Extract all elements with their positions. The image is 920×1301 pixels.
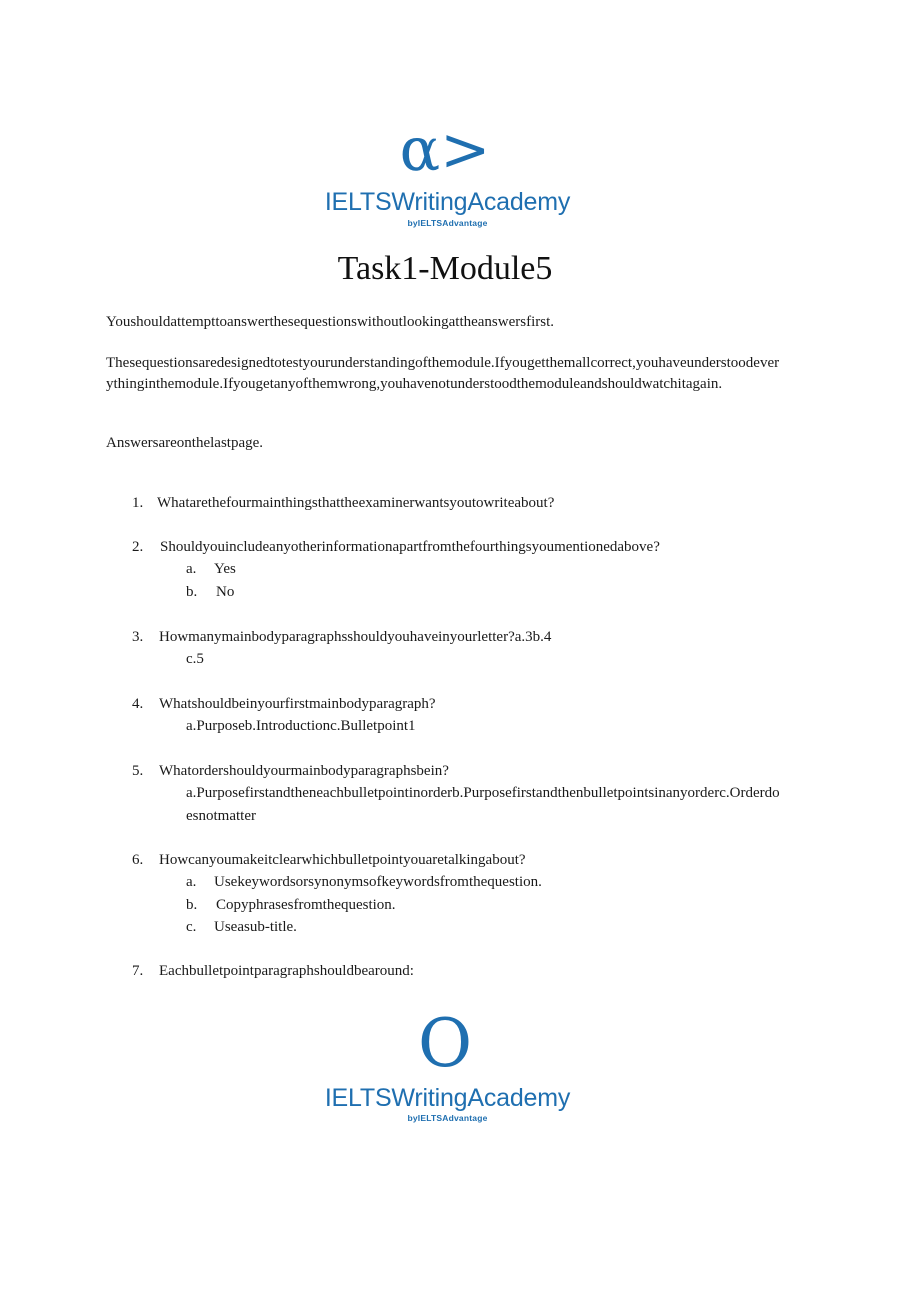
intro-paragraph-2: Thesequestionsaredesignedtotestyourunderstandingofthemodule.Ifyougetthemallcorrect,youhaveunderstoodeverythinginthemodule.Ifyougetanyofthemwrong,youhavenotunderstoodthemoduleandshouldwatchitagain. <box>106 355 780 392</box>
option-letter: b. <box>186 897 198 913</box>
question-text: Eachbulletpointparagraphshouldbearound: <box>159 963 414 979</box>
question-number: 5. <box>132 763 144 779</box>
question-text: Whatshouldbeinyourfirstmainbodyparagraph? <box>159 696 436 712</box>
question-text: Whatarethefourmainthingsthattheexaminerwantsyoutowriteabout? <box>157 495 555 511</box>
option-letter: b. <box>186 584 198 600</box>
question-continuation: a.Purposeb.Introductionc.Bulletpoint1 <box>186 718 416 734</box>
option-letter: a. <box>186 561 197 577</box>
logo-mark-top: α> <box>399 115 491 185</box>
question-number: 4. <box>132 696 144 712</box>
logo-mark-bottom: O <box>417 1005 473 1082</box>
logo-name-top: IELTSWritingAcademy <box>324 188 571 216</box>
question-text: Shouldyouincludeanyotherinformationapartfromthefourthingsyoumentionedabove? <box>160 539 660 555</box>
intro-paragraph-3: Answersareonthelastpage. <box>106 435 264 451</box>
question-number: 1. <box>132 495 144 511</box>
option-text: No <box>216 584 235 600</box>
logo-tagline-bottom: byIELTSAdvantage <box>407 1113 488 1123</box>
question-text: Howmanymainbodyparagraphsshouldyouhaveinyourletter?a.3b.4 <box>159 629 552 645</box>
question-number: 7. <box>132 963 144 979</box>
question-number: 2. <box>132 539 144 555</box>
option-letter: a. <box>186 874 197 890</box>
page-title: Task1-Module5 <box>337 250 553 287</box>
question-text: Howcanyoumakeitclearwhichbulletpointyouaretalkingabout? <box>159 852 526 868</box>
question-text: Whatordershouldyourmainbodyparagraphsbein? <box>159 763 449 779</box>
option-text: Useasub-title. <box>214 919 297 935</box>
logo-name-bottom: IELTSWritingAcademy <box>324 1084 571 1112</box>
question-number: 6. <box>132 852 144 868</box>
question-continuation: a.Purposefirstandtheneachbulletpointinorderb.Purposefirstandthenbulletpointsinanyorderc.Orderdoesnotmatter <box>186 785 780 824</box>
option-text: Copyphrasesfromthequestion. <box>216 897 396 913</box>
question-continuation: c.5 <box>186 651 204 667</box>
option-text: Usekeywordsorsynonymsofkeywordsfromthequestion. <box>214 874 542 890</box>
option-letter: c. <box>186 919 197 935</box>
question-number: 3. <box>132 629 144 645</box>
logo-tagline-top: byIELTSAdvantage <box>407 218 488 228</box>
intro-paragraph-1: Youshouldattempttoanswerthesequestionswithoutlookingattheanswersfirst. <box>106 314 555 330</box>
option-text: Yes <box>214 561 236 577</box>
